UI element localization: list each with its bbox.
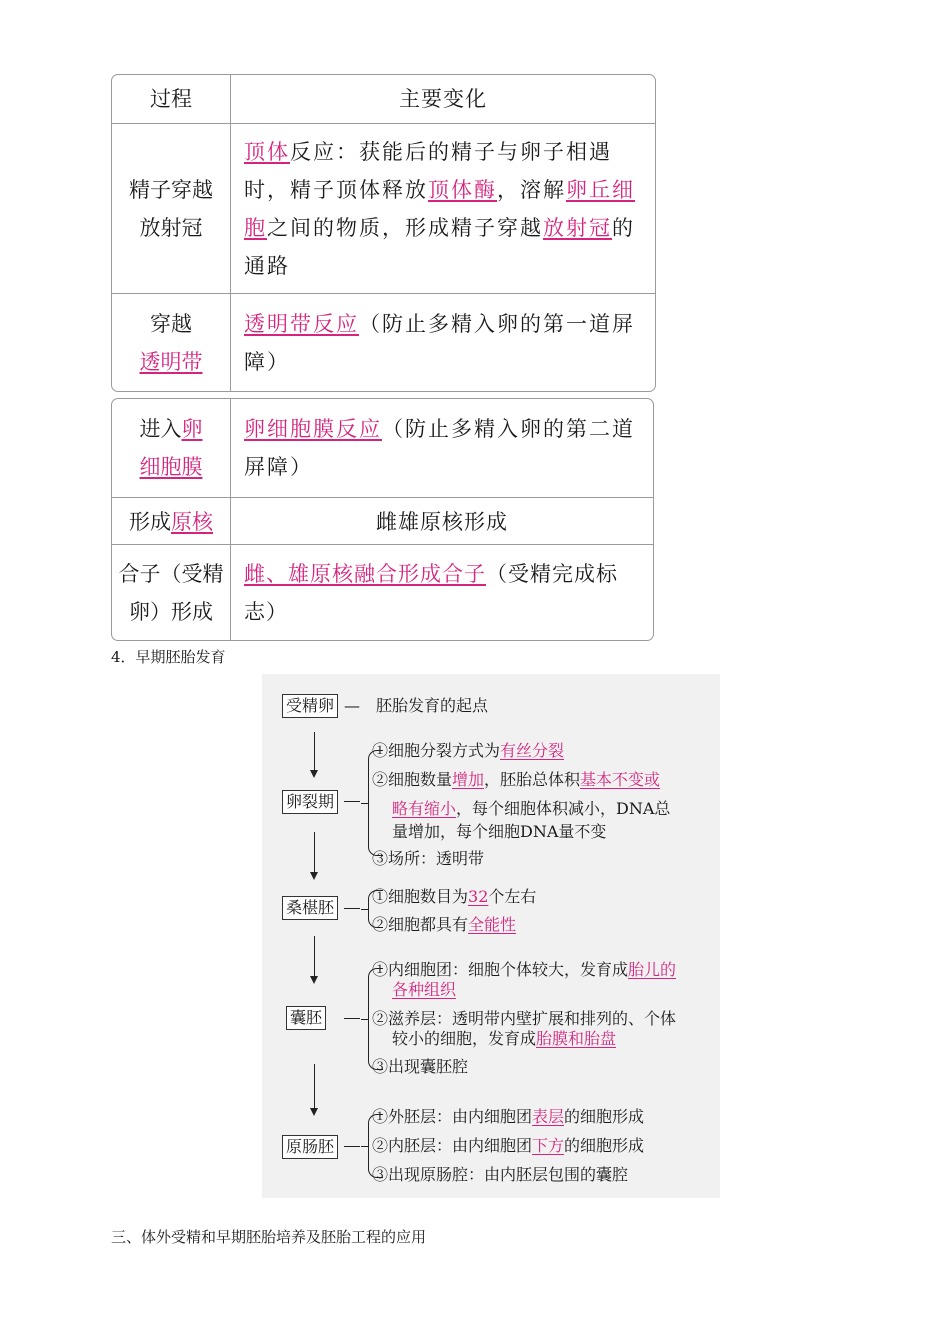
text-segment: 的细胞形成 (564, 1107, 645, 1126)
text-segment: 放射冠 (139, 216, 203, 240)
morula-detail-line (372, 885, 536, 908)
highlighted-term: 细胞膜 (139, 455, 203, 479)
process-cell (112, 545, 231, 641)
text-segment: 进入 (139, 417, 182, 441)
section-3-heading: 三、体外受精和早期胚胎培养及胚胎工程的应用 (111, 1228, 427, 1246)
text-segment: ②细胞都具有 (372, 915, 469, 934)
text-segment: （防止多精入卵的第二道屏障） (244, 417, 635, 479)
text-segment: 合子（受精 (118, 562, 224, 586)
highlighted-term: 增加 (452, 770, 485, 789)
down-arrow-icon (314, 936, 315, 982)
highlighted-term: 顶体 (244, 140, 290, 164)
changes-text (244, 410, 641, 486)
changes-text (244, 305, 643, 381)
text-segment: 精子穿越 (129, 178, 213, 202)
text-segment: （受精完成标志） (244, 562, 618, 624)
stage-box-gastrula: 原肠胚 (282, 1135, 338, 1159)
text-segment: 形成 (129, 509, 171, 534)
stage-box-zygote: 受精卵 (282, 694, 338, 718)
text-segment: 反应：获能后的精子与卵子相遇时，精子顶体释放 (244, 140, 612, 202)
table-row (112, 399, 653, 497)
changes-cell (231, 498, 653, 545)
highlighted-term: 放射冠 (543, 216, 612, 240)
table-header-row (112, 75, 655, 123)
text-segment: ②滋养层：透明带内壁扩展和排列的、个体 (372, 1009, 677, 1028)
text-segment: ③场所：透明带 (372, 849, 485, 868)
fertilization-table-part1 (111, 74, 656, 392)
header-changes: 主要变化 (399, 87, 487, 111)
morula-detail-line (372, 913, 516, 936)
process-cell (112, 498, 231, 545)
process-cell (112, 294, 231, 392)
text-segment: ③出现囊胚腔 (372, 1057, 469, 1076)
text-segment: ，溶解 (497, 178, 566, 202)
highlighted-term: 原核 (171, 509, 213, 534)
process-cell (112, 399, 231, 497)
table-row (112, 123, 655, 294)
connector-line (344, 1018, 360, 1019)
highlighted-term: 胎膜和胎盘 (536, 1029, 617, 1048)
process-text (129, 171, 213, 247)
gastrula-detail-line (372, 1105, 644, 1128)
text-segment: 卵）形成 (129, 600, 213, 624)
highlighted-term: 基本不变或 (580, 770, 661, 789)
blastocyst-detail-line (392, 978, 456, 1001)
process-text (119, 555, 224, 631)
highlighted-term: 略有缩小 (392, 799, 457, 818)
cleavage-detail-line (392, 797, 670, 820)
text-segment: ①细胞分裂方式为 (372, 741, 501, 760)
process-text (129, 503, 213, 541)
text-segment: ，胚胎总体积 (484, 770, 581, 789)
text-segment: 较小的细胞，发育成 (392, 1029, 537, 1048)
embryo-development-diagram (262, 674, 720, 1198)
highlighted-term: 全能性 (468, 915, 517, 934)
changes-cell (244, 399, 641, 497)
table-row (112, 497, 653, 545)
highlighted-term: 雌、雄原核融合形成合子 (244, 562, 486, 586)
down-arrow-icon (314, 1064, 315, 1114)
zygote-description: — 胚胎发育的起点 (344, 696, 489, 715)
highlighted-term: 卵丘细胞 (244, 178, 635, 240)
down-arrow-icon (314, 732, 315, 776)
cleavage-detail-line (372, 739, 564, 762)
cleavage-detail-line (372, 768, 660, 791)
highlighted-term: 胎儿的 (628, 960, 677, 979)
highlighted-term: 下方 (532, 1136, 565, 1155)
highlighted-term: 卵 (181, 417, 203, 441)
table-row (112, 293, 655, 392)
brace-icon (368, 750, 383, 856)
stage-box-cleavage: 卵裂期 (282, 790, 338, 814)
text-segment: 的细胞形成 (564, 1136, 645, 1155)
cleavage-detail-line (372, 847, 484, 870)
process-text (140, 410, 203, 486)
connector-line (344, 908, 360, 909)
text-segment: ①外胚层：由内细胞团 (372, 1107, 533, 1126)
highlighted-term: 32 (468, 887, 489, 906)
text-segment: ①内细胞团：细胞个体较大，发育成 (372, 960, 629, 979)
gastrula-detail-line (372, 1163, 628, 1186)
changes-cell (244, 545, 641, 641)
text-segment: ③出现原肠腔：由内胚层包围的囊腔 (372, 1165, 629, 1184)
changes-text (376, 503, 508, 541)
changes-text (244, 133, 643, 285)
section-4-heading: 4．早期胚胎发育 (111, 648, 226, 666)
gastrula-detail-line (372, 1134, 644, 1157)
highlighted-term: 透明带反应 (244, 312, 359, 336)
text-segment: 个左右 (488, 887, 537, 906)
highlighted-term: 有丝分裂 (500, 741, 565, 760)
text-segment: ①细胞数目为 (372, 887, 469, 906)
process-text (140, 305, 203, 381)
changes-cell (244, 124, 643, 294)
highlighted-term: 各种组织 (392, 980, 457, 999)
table-row (112, 544, 653, 641)
stage-box-morula: 桑椹胚 (282, 896, 338, 920)
changes-text (244, 555, 641, 631)
highlighted-term: 透明带 (139, 350, 203, 374)
text-segment: ②细胞数量 (372, 770, 453, 789)
highlighted-term: 表层 (532, 1107, 565, 1126)
connector-line (344, 801, 360, 802)
changes-cell (244, 294, 643, 392)
process-cell (112, 124, 231, 294)
blastocyst-detail-line (372, 1055, 468, 1078)
text-segment: 穿越 (150, 312, 192, 336)
text-segment: 雌雄原核形成 (376, 509, 508, 534)
header-process: 过程 (112, 75, 231, 123)
text-segment: 的通路 (244, 216, 635, 278)
cleavage-detail-line (392, 820, 606, 843)
text-segment: 之间的物质，形成精子穿越 (267, 216, 543, 240)
down-arrow-icon (314, 832, 315, 878)
blastocyst-detail-line (392, 1027, 616, 1050)
connector-line (344, 1146, 360, 1147)
fertilization-table-part2 (111, 398, 654, 641)
text-segment: ②内胚层：由内细胞团 (372, 1136, 533, 1155)
text-segment: ，每个细胞体积减小，DNA总 (456, 799, 671, 818)
stage-box-blastocyst: 囊胚 (286, 1006, 326, 1030)
highlighted-term: 卵细胞膜反应 (244, 417, 382, 441)
text-segment: （防止多精入卵的第一道屏障） (244, 312, 635, 374)
highlighted-term: 顶体酶 (428, 178, 497, 202)
text-segment: 量增加，每个细胞DNA量不变 (392, 822, 607, 841)
